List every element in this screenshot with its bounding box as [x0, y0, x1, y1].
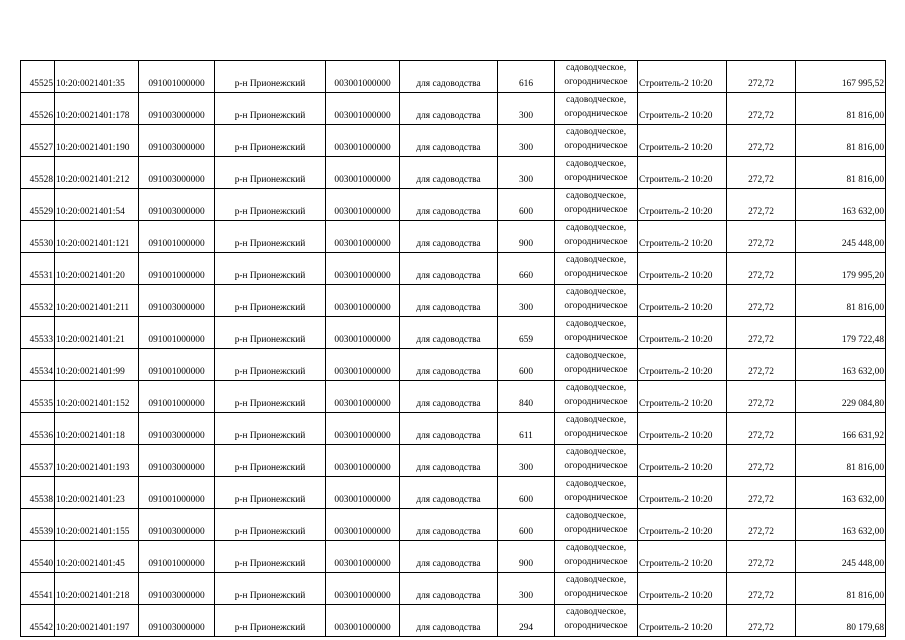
land-use-category-cell — [555, 221, 638, 253]
district-name-cell: р-н Прионежский — [215, 349, 326, 381]
cadastral-value-cell: 245 448,00 — [796, 541, 886, 573]
garden-partnership-cell: Строитель-2 10:20 — [638, 541, 727, 573]
cadastral-value-cell: 163 632,00 — [796, 189, 886, 221]
cadastral-number-cell: 10:20:0021401:54 — [55, 189, 139, 221]
specific-cadastral-value-cell: 272,72 — [727, 189, 796, 221]
table-row — [21, 477, 886, 509]
category-line: садоводческое, — [565, 575, 627, 585]
table-row — [21, 573, 886, 605]
category-line: огородническое — [564, 365, 628, 375]
okato-code-cell: 091001000000 — [139, 541, 215, 573]
table-row — [21, 317, 886, 349]
cadastral-number-cell: 10:20:0021401:190 — [55, 125, 139, 157]
cadastral-number-cell: 10:20:0021401:211 — [55, 285, 139, 317]
category-line: садоводческое, — [565, 191, 627, 201]
category-line: садоводческое, — [565, 351, 627, 361]
record-number-cell: 45537 — [21, 445, 55, 477]
district-name-cell: р-н Прионежский — [215, 381, 326, 413]
permitted-use-cell: для садоводства — [400, 477, 498, 509]
district-name-cell: р-н Прионежский — [215, 61, 326, 93]
district-name-cell: р-н Прионежский — [215, 93, 326, 125]
category-line: садоводческое, — [565, 447, 627, 457]
specific-cadastral-value-cell: 272,72 — [727, 317, 796, 349]
plot-area-cell: 300 — [498, 93, 555, 125]
garden-partnership-cell: Строитель-2 10:20 — [638, 605, 727, 637]
land-use-category-cell — [555, 285, 638, 317]
okato-code-cell: 091001000000 — [139, 61, 215, 93]
specific-cadastral-value-cell: 272,72 — [727, 125, 796, 157]
permitted-use-cell: для садоводства — [400, 509, 498, 541]
cadastral-value-cell: 163 632,00 — [796, 477, 886, 509]
category-line: огородническое — [564, 589, 628, 599]
district-name-cell: р-н Прионежский — [215, 317, 326, 349]
cadastral-number-cell: 10:20:0021401:45 — [55, 541, 139, 573]
oktmo-code-cell: 003001000000 — [326, 509, 400, 541]
specific-cadastral-value-cell: 272,72 — [727, 157, 796, 189]
land-use-category-cell — [555, 413, 638, 445]
permitted-use-cell: для садоводства — [400, 381, 498, 413]
category-line: огородническое — [564, 397, 628, 407]
specific-cadastral-value-cell: 272,72 — [727, 61, 796, 93]
category-line: огородническое — [564, 173, 628, 183]
district-name-cell: р-н Прионежский — [215, 157, 326, 189]
plot-area-cell: 600 — [498, 189, 555, 221]
garden-partnership-cell: Строитель-2 10:20 — [638, 509, 727, 541]
land-use-category-cell — [555, 477, 638, 509]
category-line: огородническое — [564, 237, 628, 247]
category-line: садоводческое, — [565, 287, 627, 297]
record-number-cell: 45534 — [21, 349, 55, 381]
oktmo-code-cell: 003001000000 — [326, 573, 400, 605]
cadastral-value-cell: 81 816,00 — [796, 93, 886, 125]
permitted-use-cell: для садоводства — [400, 125, 498, 157]
category-line: огородническое — [564, 525, 628, 535]
specific-cadastral-value-cell: 272,72 — [727, 253, 796, 285]
land-use-category-cell — [555, 317, 638, 349]
land-use-category-cell — [555, 61, 638, 93]
specific-cadastral-value-cell: 272,72 — [727, 221, 796, 253]
district-name-cell: р-н Прионежский — [215, 541, 326, 573]
okato-code-cell: 091003000000 — [139, 157, 215, 189]
cadastral-value-cell: 81 816,00 — [796, 573, 886, 605]
category-line: садоводческое, — [565, 95, 627, 105]
cadastral-value-cell: 81 816,00 — [796, 125, 886, 157]
garden-partnership-cell: Строитель-2 10:20 — [638, 349, 727, 381]
cadastral-number-cell: 10:20:0021401:35 — [55, 61, 139, 93]
land-use-category-cell — [555, 605, 638, 637]
plot-area-cell: 600 — [498, 477, 555, 509]
cadastral-number-cell: 10:20:0021401:23 — [55, 477, 139, 509]
permitted-use-cell: для садоводства — [400, 413, 498, 445]
record-number-cell: 45538 — [21, 477, 55, 509]
district-name-cell: р-н Прионежский — [215, 573, 326, 605]
plot-area-cell: 611 — [498, 413, 555, 445]
cadastral-number-cell: 10:20:0021401:218 — [55, 573, 139, 605]
record-number-cell: 45531 — [21, 253, 55, 285]
record-number-cell: 45539 — [21, 509, 55, 541]
okato-code-cell: 091003000000 — [139, 509, 215, 541]
table-row — [21, 509, 886, 541]
oktmo-code-cell: 003001000000 — [326, 349, 400, 381]
garden-partnership-cell: Строитель-2 10:20 — [638, 573, 727, 605]
district-name-cell: р-н Прионежский — [215, 413, 326, 445]
garden-partnership-cell: Строитель-2 10:20 — [638, 285, 727, 317]
district-name-cell: р-н Прионежский — [215, 253, 326, 285]
category-line: огородническое — [564, 557, 628, 567]
oktmo-code-cell: 003001000000 — [326, 61, 400, 93]
category-line: огородническое — [564, 621, 628, 631]
cadastral-value-cell: 167 995,52 — [796, 61, 886, 93]
oktmo-code-cell: 003001000000 — [326, 445, 400, 477]
record-number-cell: 45529 — [21, 189, 55, 221]
garden-partnership-cell: Строитель-2 10:20 — [638, 317, 727, 349]
permitted-use-cell: для садоводства — [400, 317, 498, 349]
plot-area-cell: 600 — [498, 349, 555, 381]
okato-code-cell: 091003000000 — [139, 445, 215, 477]
table-row — [21, 349, 886, 381]
record-number-cell: 45540 — [21, 541, 55, 573]
cadastral-value-cell: 81 816,00 — [796, 157, 886, 189]
permitted-use-cell: для садоводства — [400, 541, 498, 573]
specific-cadastral-value-cell: 272,72 — [727, 285, 796, 317]
okato-code-cell: 091003000000 — [139, 605, 215, 637]
category-line: садоводческое, — [565, 607, 627, 617]
oktmo-code-cell: 003001000000 — [326, 125, 400, 157]
cadastral-value-cell: 229 084,80 — [796, 381, 886, 413]
plot-area-cell: 660 — [498, 253, 555, 285]
table-row — [21, 221, 886, 253]
garden-partnership-cell: Строитель-2 10:20 — [638, 221, 727, 253]
okato-code-cell: 091003000000 — [139, 285, 215, 317]
land-plots-table — [20, 60, 886, 637]
category-line: садоводческое, — [565, 127, 627, 137]
table-row — [21, 93, 886, 125]
record-number-cell: 45541 — [21, 573, 55, 605]
cadastral-value-cell: 179 995,20 — [796, 253, 886, 285]
okato-code-cell: 091001000000 — [139, 349, 215, 381]
cadastral-number-cell: 10:20:0021401:197 — [55, 605, 139, 637]
oktmo-code-cell: 003001000000 — [326, 285, 400, 317]
plot-area-cell: 294 — [498, 605, 555, 637]
specific-cadastral-value-cell: 272,72 — [727, 541, 796, 573]
category-line: огородническое — [564, 109, 628, 119]
category-line: огородническое — [564, 141, 628, 151]
district-name-cell: р-н Прионежский — [215, 125, 326, 157]
plot-area-cell: 300 — [498, 285, 555, 317]
permitted-use-cell: для садоводства — [400, 349, 498, 381]
district-name-cell: р-н Прионежский — [215, 285, 326, 317]
permitted-use-cell: для садоводства — [400, 285, 498, 317]
permitted-use-cell: для садоводства — [400, 61, 498, 93]
category-line: садоводческое, — [565, 383, 627, 393]
permitted-use-cell: для садоводства — [400, 253, 498, 285]
table-row — [21, 125, 886, 157]
land-use-category-cell — [555, 125, 638, 157]
specific-cadastral-value-cell: 272,72 — [727, 413, 796, 445]
garden-partnership-cell: Строитель-2 10:20 — [638, 157, 727, 189]
category-line: садоводческое, — [565, 223, 627, 233]
table-row — [21, 189, 886, 221]
oktmo-code-cell: 003001000000 — [326, 253, 400, 285]
permitted-use-cell: для садоводства — [400, 573, 498, 605]
record-number-cell: 45526 — [21, 93, 55, 125]
plot-area-cell: 900 — [498, 541, 555, 573]
garden-partnership-cell: Строитель-2 10:20 — [638, 189, 727, 221]
okato-code-cell: 091003000000 — [139, 93, 215, 125]
cadastral-number-cell: 10:20:0021401:212 — [55, 157, 139, 189]
oktmo-code-cell: 003001000000 — [326, 477, 400, 509]
table-row — [21, 61, 886, 93]
okato-code-cell: 091003000000 — [139, 125, 215, 157]
table-row — [21, 445, 886, 477]
land-use-category-cell — [555, 253, 638, 285]
plot-area-cell: 300 — [498, 445, 555, 477]
garden-partnership-cell: Строитель-2 10:20 — [638, 445, 727, 477]
cadastral-number-cell: 10:20:0021401:178 — [55, 93, 139, 125]
garden-partnership-cell: Строитель-2 10:20 — [638, 477, 727, 509]
oktmo-code-cell: 003001000000 — [326, 413, 400, 445]
plot-area-cell: 300 — [498, 125, 555, 157]
specific-cadastral-value-cell: 272,72 — [727, 573, 796, 605]
category-line: огородническое — [564, 333, 628, 343]
cadastral-number-cell: 10:20:0021401:152 — [55, 381, 139, 413]
cadastral-value-cell: 81 816,00 — [796, 445, 886, 477]
category-line: садоводческое, — [565, 415, 627, 425]
cadastral-value-cell: 245 448,00 — [796, 221, 886, 253]
specific-cadastral-value-cell: 272,72 — [727, 445, 796, 477]
land-use-category-cell — [555, 349, 638, 381]
land-use-category-cell — [555, 157, 638, 189]
table-row — [21, 605, 886, 637]
category-line: огородническое — [564, 461, 628, 471]
table-row — [21, 381, 886, 413]
district-name-cell: р-н Прионежский — [215, 509, 326, 541]
okato-code-cell: 091001000000 — [139, 477, 215, 509]
category-line: огородническое — [564, 429, 628, 439]
category-line: садоводческое, — [565, 63, 627, 73]
plot-area-cell: 300 — [498, 573, 555, 605]
table-row — [21, 285, 886, 317]
okato-code-cell: 091001000000 — [139, 381, 215, 413]
category-line: садоводческое, — [565, 159, 627, 169]
category-line: садоводческое, — [565, 319, 627, 329]
table-row — [21, 253, 886, 285]
record-number-cell: 45530 — [21, 221, 55, 253]
permitted-use-cell: для садоводства — [400, 93, 498, 125]
permitted-use-cell: для садоводства — [400, 445, 498, 477]
land-use-category-cell — [555, 509, 638, 541]
land-use-category-cell — [555, 445, 638, 477]
land-use-category-cell — [555, 541, 638, 573]
category-line: огородническое — [564, 301, 628, 311]
cadastral-value-cell: 163 632,00 — [796, 509, 886, 541]
district-name-cell: р-н Прионежский — [215, 445, 326, 477]
garden-partnership-cell: Строитель-2 10:20 — [638, 381, 727, 413]
plot-area-cell: 659 — [498, 317, 555, 349]
table-row — [21, 413, 886, 445]
specific-cadastral-value-cell: 272,72 — [727, 509, 796, 541]
table-body — [21, 61, 886, 637]
land-use-category-cell — [555, 93, 638, 125]
oktmo-code-cell: 003001000000 — [326, 189, 400, 221]
garden-partnership-cell: Строитель-2 10:20 — [638, 413, 727, 445]
record-number-cell: 45525 — [21, 61, 55, 93]
land-use-category-cell — [555, 573, 638, 605]
specific-cadastral-value-cell: 272,72 — [727, 477, 796, 509]
plot-area-cell: 900 — [498, 221, 555, 253]
oktmo-code-cell: 003001000000 — [326, 317, 400, 349]
record-number-cell: 45542 — [21, 605, 55, 637]
land-use-category-cell — [555, 381, 638, 413]
garden-partnership-cell: Строитель-2 10:20 — [638, 61, 727, 93]
district-name-cell: р-н Прионежский — [215, 189, 326, 221]
cadastral-value-cell: 179 722,48 — [796, 317, 886, 349]
garden-partnership-cell: Строитель-2 10:20 — [638, 253, 727, 285]
cadastral-value-cell: 166 631,92 — [796, 413, 886, 445]
cadastral-number-cell: 10:20:0021401:20 — [55, 253, 139, 285]
cadastral-number-cell: 10:20:0021401:18 — [55, 413, 139, 445]
record-number-cell: 45528 — [21, 157, 55, 189]
district-name-cell: р-н Прионежский — [215, 221, 326, 253]
cadastral-number-cell: 10:20:0021401:193 — [55, 445, 139, 477]
district-name-cell: р-н Прионежский — [215, 477, 326, 509]
garden-partnership-cell: Строитель-2 10:20 — [638, 93, 727, 125]
specific-cadastral-value-cell: 272,72 — [727, 381, 796, 413]
record-number-cell: 45536 — [21, 413, 55, 445]
plot-area-cell: 300 — [498, 157, 555, 189]
plot-area-cell: 616 — [498, 61, 555, 93]
okato-code-cell: 091003000000 — [139, 413, 215, 445]
okato-code-cell: 091001000000 — [139, 221, 215, 253]
specific-cadastral-value-cell: 272,72 — [727, 605, 796, 637]
oktmo-code-cell: 003001000000 — [326, 381, 400, 413]
okato-code-cell: 091003000000 — [139, 189, 215, 221]
category-line: садоводческое, — [565, 511, 627, 521]
plot-area-cell: 600 — [498, 509, 555, 541]
oktmo-code-cell: 003001000000 — [326, 541, 400, 573]
oktmo-code-cell: 003001000000 — [326, 93, 400, 125]
land-use-category-cell — [555, 189, 638, 221]
category-line: огородническое — [564, 493, 628, 503]
plot-area-cell: 840 — [498, 381, 555, 413]
cadastral-number-cell: 10:20:0021401:121 — [55, 221, 139, 253]
category-line: огородническое — [564, 77, 628, 87]
record-number-cell: 45533 — [21, 317, 55, 349]
permitted-use-cell: для садоводства — [400, 605, 498, 637]
category-line: садоводческое, — [565, 479, 627, 489]
cadastral-number-cell: 10:20:0021401:21 — [55, 317, 139, 349]
permitted-use-cell: для садоводства — [400, 221, 498, 253]
oktmo-code-cell: 003001000000 — [326, 221, 400, 253]
okato-code-cell: 091003000000 — [139, 573, 215, 605]
cadastral-number-cell: 10:20:0021401:155 — [55, 509, 139, 541]
garden-partnership-cell: Строитель-2 10:20 — [638, 125, 727, 157]
category-line: огородническое — [564, 269, 628, 279]
oktmo-code-cell: 003001000000 — [326, 157, 400, 189]
permitted-use-cell: для садоводства — [400, 157, 498, 189]
okato-code-cell: 091001000000 — [139, 253, 215, 285]
cadastral-value-cell: 80 179,68 — [796, 605, 886, 637]
category-line: огородническое — [564, 205, 628, 215]
oktmo-code-cell: 003001000000 — [326, 605, 400, 637]
district-name-cell: р-н Прионежский — [215, 605, 326, 637]
record-number-cell: 45527 — [21, 125, 55, 157]
table-row — [21, 541, 886, 573]
category-line: садоводческое, — [565, 543, 627, 553]
okato-code-cell: 091001000000 — [139, 317, 215, 349]
permitted-use-cell: для садоводства — [400, 189, 498, 221]
record-number-cell: 45535 — [21, 381, 55, 413]
cadastral-value-cell: 163 632,00 — [796, 349, 886, 381]
cadastral-value-cell: 81 816,00 — [796, 285, 886, 317]
cadastral-number-cell: 10:20:0021401:99 — [55, 349, 139, 381]
table-row — [21, 157, 886, 189]
record-number-cell: 45532 — [21, 285, 55, 317]
specific-cadastral-value-cell: 272,72 — [727, 93, 796, 125]
category-line: садоводческое, — [565, 255, 627, 265]
specific-cadastral-value-cell: 272,72 — [727, 349, 796, 381]
